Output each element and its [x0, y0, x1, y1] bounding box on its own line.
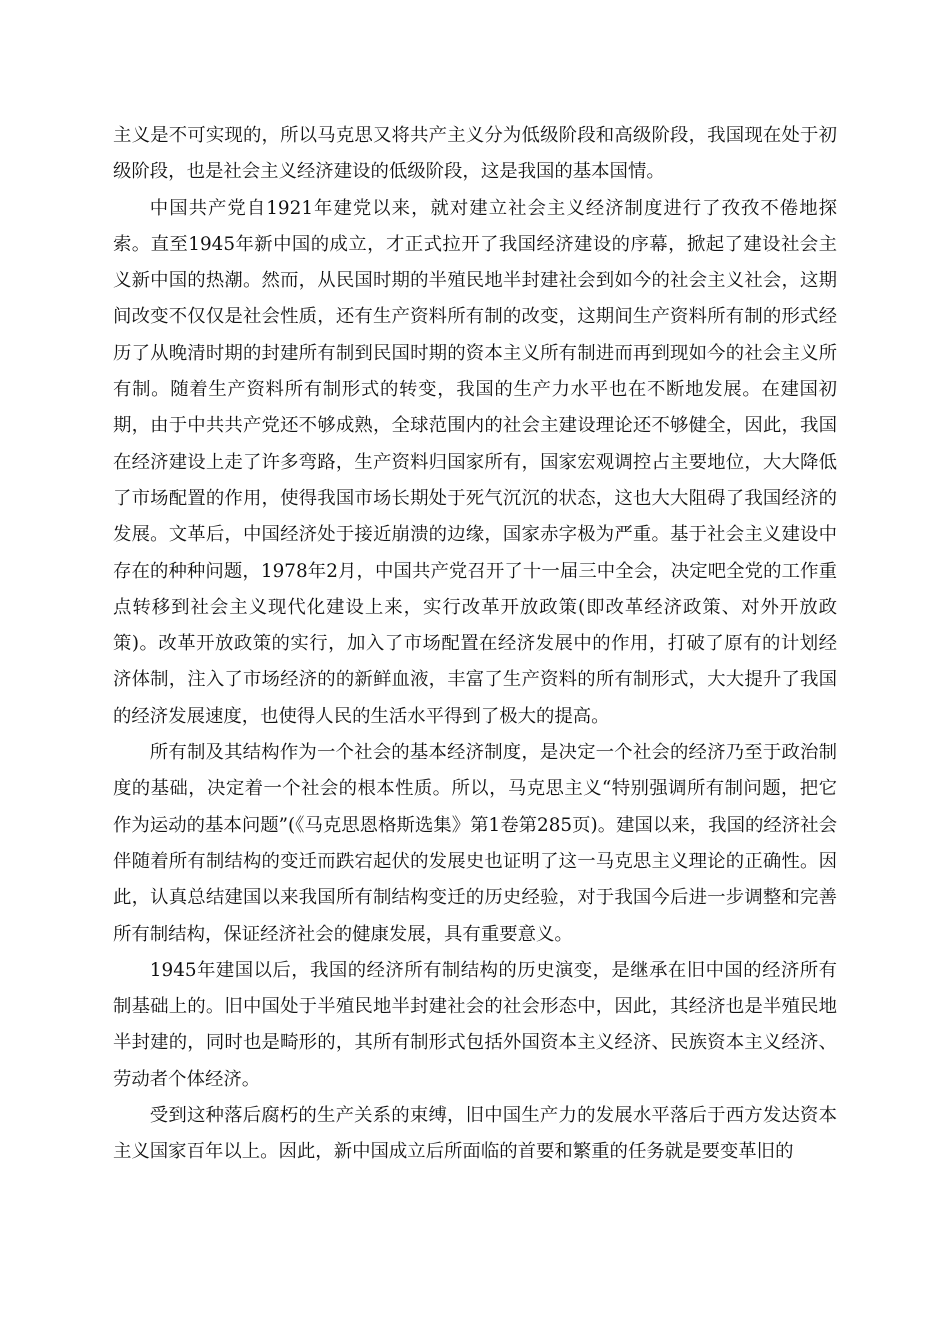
- paragraph-5: 受到这种落后腐朽的生产关系的束缚，旧中国生产力的发展水平落后于西方发达资本主义国家百年以上。因此，新中国成立后所面临的首要和繁重的任务就是要变革旧的: [113, 1105, 837, 1163]
- paragraph-4: 1945年建国以后，我国的经济所有制结构的历史演变，是继承在旧中国的经济所有制基础上的。旧中国处于半殖民地半封建社会的社会形态中，因此，其经济也是半殖民地半封建的，同时也是畸形的，其所有制形式包括外国资本主义经济、民族资本主义经济、劳动者个体经济。: [113, 959, 837, 1090]
- paragraph-2: 中国共产党自1921年建党以来，就对建立社会主义经济制度进行了孜孜不倦地探索。直至1945年新中国的成立，才正式拉开了我国经济建设的序幕，掀起了建设社会主义新中国的热潮。然而，从民国时期的半殖民地半封建社会到如今的社会主义社会，这期间改变不仅仅是社会性质，还有生产资料所有制的改变，这期间生产资料所有制的形式经历了从晚清时期的封建所有制到民国时期的资本主义所有制进而再到现如今的社会主义所有制。随着生产资料所有制形式的转变，我国的生产力水平也在不断地发展。在建国初期，由于中共共产党还不够成熟，全球范围内的社会主建设理论还不够健全，因此，我国在经济建设上走了许多弯路，生产资料归国家所有，国家宏观调控占主要地位，大大降低了市场配置的作用，使得我国市场长期处于死气沉沉的状态，这也大大阻碍了我国经济的发展。文革后，中国经济处于接近崩溃的边缘，国家赤字极为严重。基于社会主义建设中存在的种种问题，1978年2月，中国共产党召开了十一届三中全会，决定吧全党的工作重点转移到社会主义现代化建设上来，实行改革开放政策(即改革经济政策、对外开放政策)。改革开放政策的实行，加入了市场配置在经济发展中的作用，打破了原有的计划经济体制，注入了市场经济的的新鲜血液，丰富了生产资料的所有制形式，大大提升了我国的经济发展速度，也使得人民的生活水平得到了极大的提高。: [113, 197, 837, 727]
- body-text: [113, 118, 837, 1171]
- paragraph-3: 所有制及其结构作为一个社会的基本经济制度，是决定一个社会的经济乃至于政治制度的基础，决定着一个社会的根本性质。所以，马克思主义“特别强调所有制问题，把它作为运动的基本问题”(《马克思恩格斯选集》第1卷第285页)。建国以来，我国的经济社会伴随着所有制结构的变迁而跌宕起伏的发展史也证明了这一马克思主义理论的正确性。因此，认真总结建国以来我国所有制结构变迁的历史经验，对于我国今后进一步调整和完善所有制结构，保证经济社会的健康发展，具有重要意义。: [113, 742, 837, 945]
- paragraph-1: 主义是不可实现的，所以马克思又将共产主义分为低级阶段和高级阶段，我国现在处于初级阶段，也是社会主义经济建设的低级阶段，这是我国的基本国情。: [113, 125, 837, 183]
